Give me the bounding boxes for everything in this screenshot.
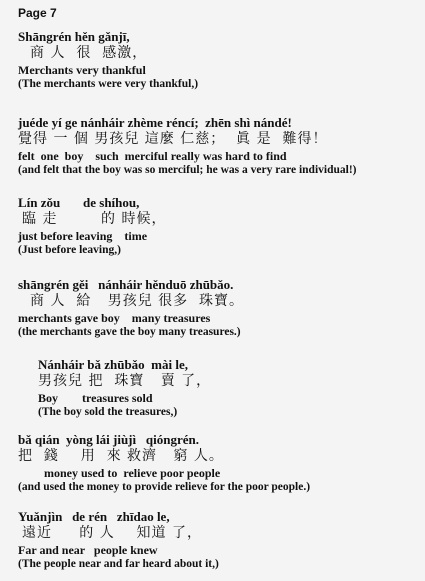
chinese-line: 男孩兒 把 珠寶 賣 了，	[38, 373, 212, 389]
translation-line: (Just before leaving,)	[18, 244, 121, 256]
pinyin-line: Lín zǒu de shíhou,	[18, 195, 140, 210]
translation-line: (and used the money to provide relieve for the poor people.)	[18, 481, 311, 493]
english-gloss: money used to relieve poor people	[44, 466, 221, 480]
pinyin-line: Yuǎnjìn de rén zhīdao le,	[18, 509, 170, 524]
translation-line: (and felt that the boy was so merciful; he was a very rare individual!)	[18, 164, 357, 176]
translation-line: (The merchants were very thankful,)	[18, 78, 199, 90]
translation-line: (the merchants gave the boy many treasures.)	[18, 326, 241, 338]
translation-line: (The people near and far heard about it,)	[18, 558, 219, 570]
english-gloss: merchants gave boy many treasures	[18, 311, 211, 325]
chinese-line: 把 錢 用 來 救濟 窮 人。	[18, 448, 224, 464]
english-gloss: Merchants very thankful	[18, 63, 146, 77]
chinese-line: 商 人 很 感激，	[30, 45, 148, 61]
english-gloss: felt one boy such merciful really was hard to find	[18, 149, 287, 163]
pinyin-line: shāngrén gěi nánháir hěnduō zhūbǎo.	[18, 277, 234, 292]
chinese-line: 商 人 給 男孩兒 很多 珠寶。	[30, 293, 245, 309]
pinyin-line: juéde yí ge nánháir zhème réncí; zhēn shì nándé!	[18, 115, 292, 130]
chinese-line: 臨 走 的 時候，	[22, 211, 167, 227]
pinyin-line: bǎ qián yòng lái jiùjì qióngrén.	[18, 432, 199, 447]
english-gloss: just before leaving time	[18, 229, 148, 243]
chinese-line: 覺得 一 個 男孩兒 這麼 仁慈； 眞 是 難得！	[18, 131, 328, 147]
english-gloss: Far and near people knew	[18, 543, 158, 557]
page-number: Page 7	[18, 6, 57, 20]
translation-line: (The boy sold the treasures,)	[38, 406, 178, 418]
chinese-line: 遠近 的 人 知道 了，	[22, 525, 202, 541]
english-gloss: Boy treasures sold	[38, 391, 153, 405]
pinyin-line: Shāngrén hěn gǎnjī,	[18, 29, 130, 44]
pinyin-line: Nánháir bǎ zhūbǎo mài le,	[38, 357, 189, 372]
